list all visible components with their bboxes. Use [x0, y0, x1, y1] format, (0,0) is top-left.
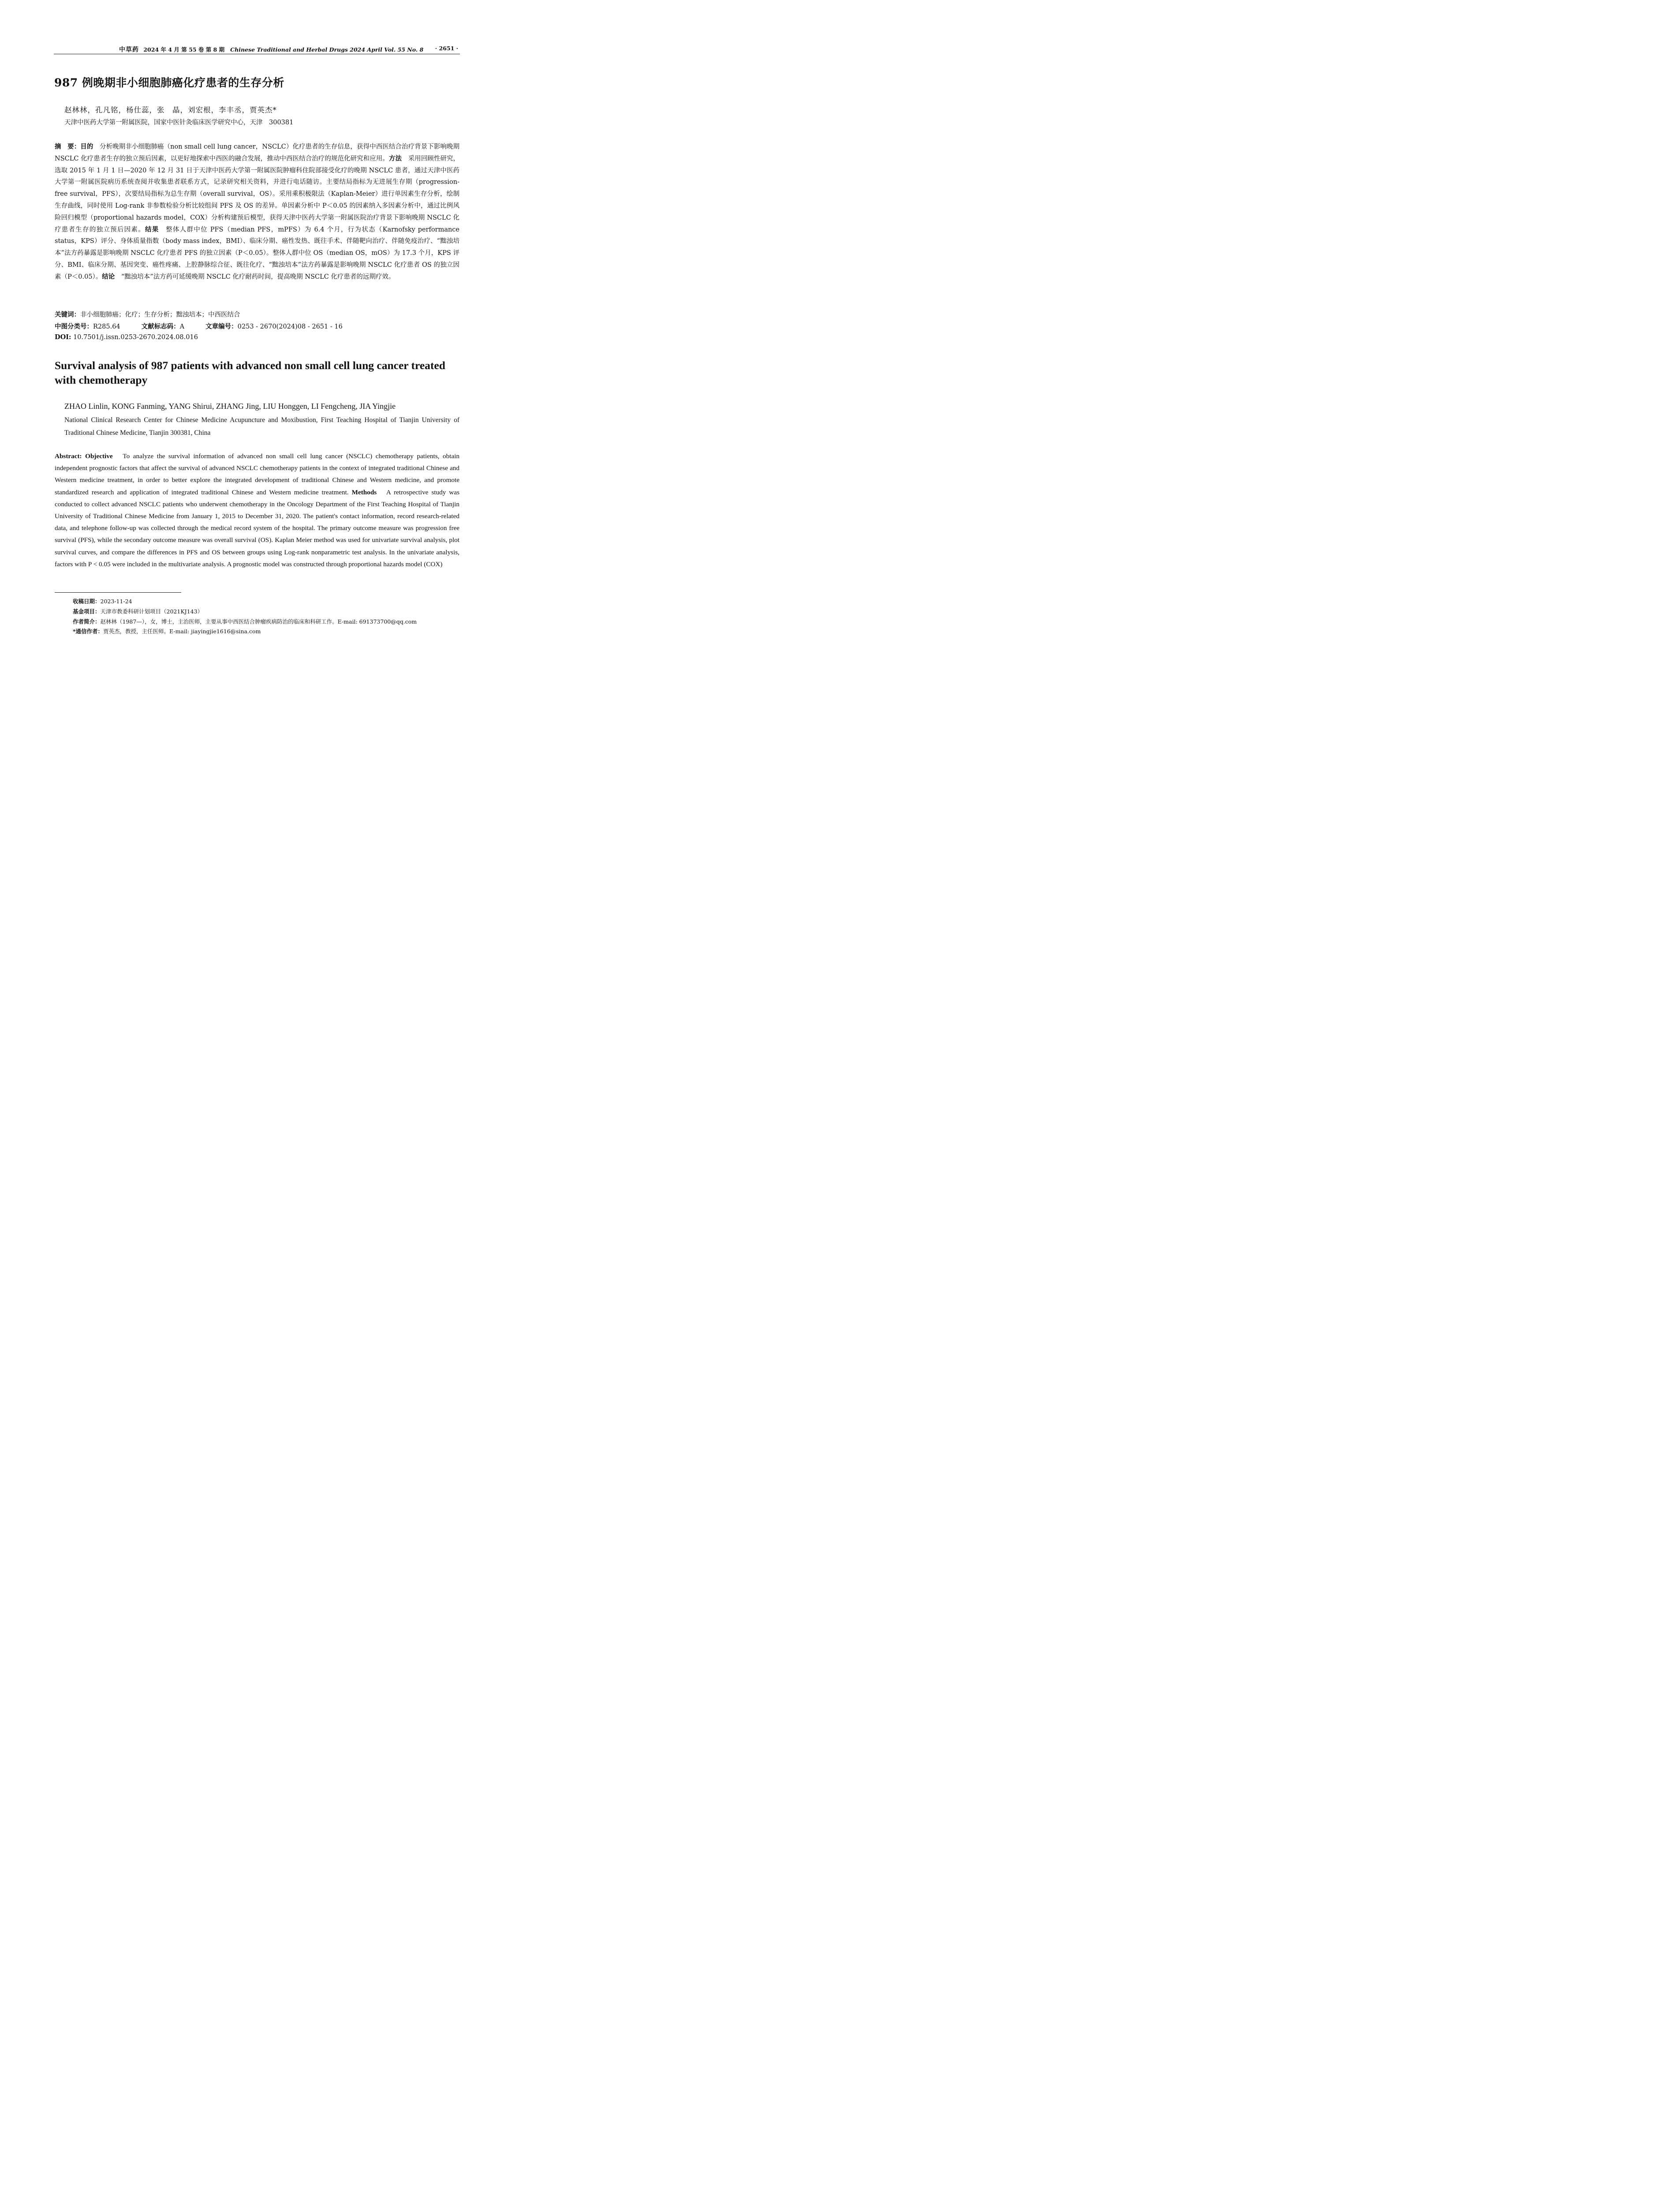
objective-text-en: To analyze the survival information of advanced non small cell lung cancer (NSCLC) chemotherapy patients, obtain independent prognostic factors that affect the survival of advanced NSCLC chemotherapy patients in the context of integrated traditional Chinese and Western medicine treatment, in order to better explore the integrated development of traditional Chinese and Western medicine, and promote standardized research and application of integrated traditional Chinese and Western medicine treatment. — [55, 452, 460, 496]
affiliation-cn: 天津中医药大学第一附属医院，国家中医针灸临床医学研究中心，天津 300381 — [64, 119, 294, 126]
methods-text-en: A retrospective study was conducted to collect advanced NSCLC patients who underwent chemotherapy in the Oncology Department of the First Teaching Hospital of Tianjin University of Traditional Chinese Medicine from January 1, 2015 to December 31, 2020. The patient's contact information, record research-related data, and telephone follow-up was collected through the medical record system of the hospital. The primary outcome measure was progression free survival (PFS), while the secondary outcome measure was overall survival (OS). Kaplan Meier method was used for univariate survival analysis, plot survival curves, and compare the differences in PFS and OS between groups using Log-rank nonparametric test analysis. In the univariate analysis, factors with P < 0.05 were included in the multivariate analysis. A prognostic model was constructed through proportional hazards model (COX) — [55, 488, 459, 568]
footnote-author — [73, 617, 417, 625]
doc-code-value: A — [179, 323, 185, 330]
abstract-cn — [55, 141, 459, 283]
conclusion-text-cn: “黜浊培本”法方药可延缓晚期 NSCLC 化疗耐药时间，提高晚期 NSCLC 化疗患者的远期疗效。 — [115, 273, 395, 280]
doi-label: DOI: — [55, 333, 71, 341]
author-bio-value: 赵林林（1987—），女，博士，主治医师，主要从事中西医结合肿瘤疾病防治的临床和科研工作。E-mail: 691373700@qq.com — [100, 618, 417, 625]
authors-en: ZHAO Linlin, KONG Fanming, YANG Shirui, ZHANG Jing, LIU Honggen, LI Fengcheng, JIA Yingjie — [64, 402, 396, 411]
page-number: · 2651 · — [435, 45, 458, 52]
footnote-corresponding — [73, 627, 261, 635]
abstract-label-cn: 摘 要： — [55, 143, 81, 150]
methods-label-en: Methods — [351, 488, 377, 496]
corresponding-value: 贾英杰，教授，主任医师。E-mail: jiayingjie1616@sina.com — [103, 628, 261, 635]
footnote-fund — [73, 607, 203, 615]
doi-link[interactable]: 10.7501/j.issn.0253-2670.2024.08.016 — [73, 334, 198, 341]
fund-label: 基金项目： — [73, 608, 101, 615]
footnote-divider — [55, 592, 181, 593]
doi-line — [55, 333, 198, 341]
clc-label: 中图分类号： — [55, 323, 93, 330]
results-text-cn: 整体人群中位 PFS（median PFS，mPFS）为 6.4 个月，行为状态（Karnofsky performance status，KPS）评分、身体质量指数（body mass index，BMI）、临床分期、癌性发热、既往手术、伴随靶向治疗、伴随免疫治疗、“黜浊培本”法方药暴露是影响晚期 NSCLC 化疗患者 PFS 的独立因素（P＜0.05）。整体人群中位 OS（median OS，mOS）为 17.3 个月，KPS 评分、BMI、临床分期、基因突变、癌性疼痛、上腔静脉综合征、既往化疗、“黜浊培本”法方药暴露是影响晚期 NSCLC 化疗患者 OS 的独立因素（P＜0.05）。 — [55, 226, 460, 280]
title-cn: 987 例晚期非小细胞肺癌化疗患者的生存分析 — [54, 76, 284, 89]
title-en: Survival analysis of 987 patients with advanced non small cell lung cancer treated with chemotherapy — [55, 359, 445, 386]
classification-line — [55, 321, 343, 331]
article-id-label: 文章编号： — [205, 323, 238, 330]
issue-cn: 2024 年 4 月 第 55 卷 第 8 期 — [143, 46, 225, 53]
received-label: 收稿日期： — [73, 598, 101, 605]
running-header — [54, 44, 460, 54]
clc-value: R285.64 — [93, 323, 120, 330]
article-id-value: 0253 - 2670(2024)08 - 2651 - 16 — [237, 323, 343, 330]
methods-text-cn: 采用回顾性研究，选取 2015 年 1 月 1 日—2020 年 12 月 31 日于天津中医药大学第一附属医院肿瘤科住院部接受化疗的晚期 NSCLC 患者，通过天津中医药大学第一附属医院病历系统查阅并收集患者联系方式，记录研究相关资料，并进行电话随访。主要结局指标为无进展生存期（progression-free survival，PFS），次要结局指标为总生存期（overall survival，OS）。采用乘积极限法（Kaplan-Meier）进行单因素生存分析，绘制生存曲线，同时使用 Log-rank 非参数检验分析比较组间 PFS 及 OS 的差异。单因素分析中 P＜0.05 的因素纳入多因素分析中，通过比例风险回归模型（proportional hazards model，COX）分析构建预后模型，获得天津中医药大学第一附属医院治疗背景下影响晚期 NSCLC 化疗患者生存的独立预后因素。 — [55, 155, 460, 233]
objective-text-cn: 分析晚期非小细胞肺癌（non small cell lung cancer，NSCLC）化疗患者的生存信息，获得中西医结合治疗背景下影响晚期 NSCLC 化疗患者生存的独立预后因素，以更好地探索中西医的融合发展，推动中西医结合治疗的规范化研究和应用。 — [55, 143, 460, 162]
keywords-label: 关键词： — [55, 311, 80, 318]
author-bio-label: 作者简介： — [73, 618, 101, 625]
journal-name-cn: 中草药 — [119, 46, 139, 53]
keywords-text: 非小细胞肺癌；化疗；生存分析；黜浊培本；中西医结合 — [80, 311, 240, 318]
methods-label-cn: 方法 — [388, 154, 402, 162]
footnote-received — [73, 597, 132, 605]
results-label-cn: 结果 — [145, 225, 159, 233]
received-value: 2023-11-24 — [100, 598, 132, 605]
journal-name-en: Chinese Traditional and Herbal Drugs 2024 April Vol. 55 No. 8 — [230, 46, 424, 53]
objective-label-cn: 目的 — [80, 143, 93, 150]
journal-info — [119, 45, 423, 54]
authors-cn: 赵林林，孔凡铭，杨仕蕊，张 晶，刘宏根，李丰丞，贾英杰* — [64, 106, 277, 114]
conclusion-label-cn: 结论 — [102, 273, 115, 280]
abstract-en — [55, 450, 459, 570]
corresponding-label: *通信作者： — [73, 628, 104, 635]
objective-label-en: Abstract: Objective — [55, 452, 113, 460]
paper-page — [0, 0, 513, 691]
fund-value: 天津市教委科研计划项目（2021KJ143） — [100, 608, 203, 615]
affiliation-en: National Clinical Research Center for Chinese Medicine Acupuncture and Moxibustion, First Teaching Hospital of Tianjin University of Traditional Chinese Medicine, Tianjin 300381, China — [64, 416, 459, 437]
keywords-line — [55, 310, 240, 319]
doc-code-label: 文献标志码： — [141, 323, 180, 330]
